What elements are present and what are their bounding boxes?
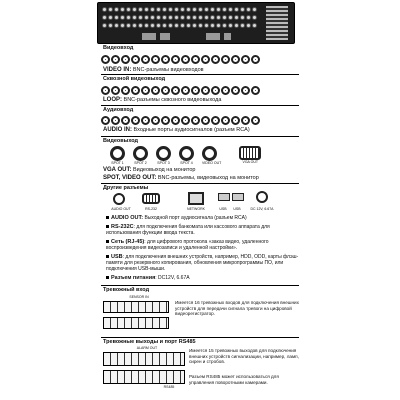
rear-panel-connector — [210, 7, 215, 12]
audio-in-heading: Аудиовход — [103, 107, 134, 113]
audio-out-connector — [113, 193, 125, 205]
bnc-connector — [121, 86, 130, 95]
bnc-connector — [211, 55, 220, 64]
rear-panel-port — [160, 33, 170, 40]
rear-panel-connector — [192, 7, 197, 12]
alarm-in-terminal-row-1 — [103, 301, 169, 313]
other-connector-list — [106, 215, 301, 281]
rear-panel-connector — [102, 7, 107, 12]
loop-heading: Сквозной видеовыход — [103, 76, 166, 82]
rear-panel-connector — [216, 7, 221, 12]
rear-panel-port — [206, 33, 220, 40]
rear-panel-connector — [108, 15, 113, 20]
rca-connector — [161, 116, 170, 125]
usb-connector — [218, 193, 230, 201]
vga-out-caption: VGA OUT — [242, 160, 259, 164]
rear-panel-connector — [150, 7, 155, 12]
power-caption: DC 12V, 6.67A — [250, 207, 274, 211]
spot-1-connector — [110, 146, 125, 161]
rear-panel-connector — [222, 7, 227, 12]
rear-panel-connector — [210, 23, 215, 28]
bnc-connector — [241, 55, 250, 64]
bnc-connector — [201, 86, 210, 95]
rca-connector — [241, 116, 250, 125]
list-item: Разъем питания: DC12V, 6.67A — [106, 275, 301, 281]
alarm-in-terminal-row-2 — [103, 317, 169, 329]
rear-panel-connector — [126, 7, 131, 12]
bnc-connector — [231, 55, 240, 64]
rear-panel-connector — [120, 23, 125, 28]
rear-panel-connector — [234, 23, 239, 28]
rca-connector — [231, 116, 240, 125]
bnc-connector — [181, 55, 190, 64]
rear-panel-connector — [168, 23, 173, 28]
loop-text: BNC-разъемы сквозного видеовыхода — [123, 97, 222, 103]
rear-panel-bnc-row-2 — [102, 15, 257, 21]
rear-panel-connector — [144, 23, 149, 28]
divider — [101, 337, 299, 338]
audio-in-connectors — [101, 116, 260, 125]
audio-out-caption: AUDIO OUT — [111, 207, 131, 211]
spot-4-connector — [179, 146, 194, 161]
rear-panel-bnc-row-3 — [102, 23, 257, 29]
rear-panel-connector — [138, 15, 143, 20]
loop-label: LOOP: — [103, 97, 122, 103]
rear-panel-connector — [114, 23, 119, 28]
loop-connectors — [101, 86, 260, 95]
alarm-in-terminal-image — [101, 295, 171, 335]
bnc-connector — [191, 55, 200, 64]
bnc-connector — [191, 86, 200, 95]
alarm-in-description: Имеется 16 тревожных входов для подключения внешних устройств для передачи сигнала тревоги на цифровой видеорегистратор. — [175, 300, 299, 317]
rear-panel-image — [97, 2, 295, 44]
bnc-connector — [171, 86, 180, 95]
rear-panel-connector — [240, 23, 245, 28]
bnc-connector — [251, 55, 260, 64]
alarm-out-terminal-image — [101, 346, 185, 398]
rca-connector — [221, 116, 230, 125]
divider — [101, 136, 299, 137]
alarm-out-heading: Тревожные выходы и порт RS485 — [103, 339, 196, 345]
spot-1-caption: SPOT 1 — [111, 161, 124, 165]
bnc-connector — [251, 86, 260, 95]
alarm-in-sub: SENSOR IN — [129, 295, 149, 299]
divider — [101, 74, 299, 75]
other-connectors — [110, 193, 300, 217]
bnc-connector — [121, 55, 130, 64]
bnc-connector — [231, 86, 240, 95]
bnc-connector — [171, 55, 180, 64]
alarm-out-sub: ALARM OUT — [136, 346, 158, 350]
vga-out-description — [103, 167, 195, 174]
rca-connector — [141, 116, 150, 125]
list-item: RS-232C: для подключения банкомата или кассового аппарата для использования функции ввода текста. — [106, 224, 270, 236]
bnc-connector — [111, 55, 120, 64]
rear-panel-connector — [180, 23, 185, 28]
rear-panel-connector — [234, 7, 239, 12]
bnc-connector — [101, 86, 110, 95]
spot-out-text: BNC-разъемы, видеовыход на монитор — [157, 175, 259, 181]
rca-connector — [101, 116, 110, 125]
video-out-connectors — [110, 146, 261, 165]
bnc-connector — [101, 55, 110, 64]
rear-panel-connector — [144, 15, 149, 20]
spot-2-caption: SPOT 2 — [134, 161, 147, 165]
bnc-connector — [161, 55, 170, 64]
rca-connector — [111, 116, 120, 125]
list-item: AUDIO OUT: Выходной порт аудиосигнала (разъем RCA) — [106, 215, 301, 221]
rear-panel-connector — [192, 15, 197, 20]
rear-panel-connector — [252, 23, 257, 28]
rear-panel-connector — [186, 23, 191, 28]
audio-in-description — [103, 127, 250, 134]
rca-connector — [251, 116, 260, 125]
rear-panel-connector — [240, 15, 245, 20]
rear-panel-connector — [252, 15, 257, 20]
rs232-connector — [142, 193, 160, 204]
divider — [101, 285, 299, 286]
video-out-connector — [202, 146, 217, 161]
rear-panel-connector — [186, 7, 191, 12]
vga-out-text: Видеовыход на монитор — [132, 167, 196, 173]
bnc-connector — [141, 86, 150, 95]
rear-panel-connector — [186, 15, 191, 20]
rear-panel-connector — [162, 23, 167, 28]
spot-3-caption: SPOT 3 — [157, 161, 170, 165]
rear-panel-connector — [204, 7, 209, 12]
rear-panel-connector — [156, 23, 161, 28]
rca-connector — [211, 116, 220, 125]
rear-panel-connector — [192, 23, 197, 28]
video-out-heading: Видеовыход — [103, 138, 139, 144]
rca-connector — [191, 116, 200, 125]
rear-panel-connector — [126, 23, 131, 28]
bnc-connector — [211, 86, 220, 95]
rear-panel-connector — [228, 7, 233, 12]
usb-connector — [232, 193, 244, 201]
spot-3-connector — [156, 146, 171, 161]
rear-panel-connector — [252, 7, 257, 12]
rear-panel-connector — [246, 15, 251, 20]
video-out-caption: VIDEO OUT — [202, 161, 222, 165]
bnc-connector — [151, 86, 160, 95]
usb-caption-1: USB — [219, 207, 227, 211]
rear-panel-connector — [174, 15, 179, 20]
rear-panel-connector — [210, 15, 215, 20]
divider — [101, 183, 299, 184]
rear-panel-connector — [108, 23, 113, 28]
spot-2-connector — [133, 146, 148, 161]
spot-out-description — [103, 175, 259, 182]
alarm-out-terminal-row-2 — [103, 370, 185, 384]
rca-connector — [121, 116, 130, 125]
rca-connector — [181, 116, 190, 125]
rear-panel-terminal-block — [266, 6, 288, 40]
bnc-connector — [221, 55, 230, 64]
rear-panel-connector — [168, 15, 173, 20]
other-heading: Другие разъемы — [103, 185, 149, 191]
rear-panel-connector — [150, 23, 155, 28]
rear-panel-port — [224, 33, 231, 40]
spot-out-label: SPOT, VIDEO OUT: — [103, 175, 157, 181]
alarm-in-heading: Тревожный вход — [103, 287, 150, 293]
rear-panel-connector — [156, 7, 161, 12]
rear-panel-connector — [102, 15, 107, 20]
rca-connector — [151, 116, 160, 125]
rear-panel-connector — [108, 7, 113, 12]
loop-description — [103, 97, 221, 104]
rear-panel-bnc-row-1 — [102, 7, 257, 13]
rear-panel-connector — [204, 23, 209, 28]
rear-panel-connector — [114, 15, 119, 20]
rear-panel-connector — [198, 23, 203, 28]
rear-panel-connector — [132, 23, 137, 28]
rear-panel-connector — [174, 23, 179, 28]
bnc-connector — [161, 86, 170, 95]
rear-panel-connector — [102, 23, 107, 28]
list-item: USB: для подключения внешних устройств, например, HDD, ODD, карты флэш-памяти для резервного копирования, обновления микропрограммы ПО, или подключения USB-мыши. — [106, 254, 299, 272]
rs485-sub: RS485 — [163, 385, 175, 389]
bnc-connector — [201, 55, 210, 64]
rear-panel-connector — [132, 7, 137, 12]
vga-out-label: VGA OUT: — [103, 167, 132, 173]
audio-in-text: Входные порты аудиосигналов (разъем RCA) — [133, 127, 250, 133]
video-in-text: BNC-разъемы видеовходов — [132, 67, 204, 73]
rear-panel-connector — [138, 23, 143, 28]
bnc-connector — [131, 55, 140, 64]
vga-out-connector — [239, 146, 261, 160]
rear-panel-connector — [216, 15, 221, 20]
usb-caption-2: USB — [233, 207, 241, 211]
rear-panel-connector — [222, 15, 227, 20]
rear-panel-port — [142, 33, 156, 40]
bnc-connector — [141, 55, 150, 64]
rear-panel-connector — [174, 7, 179, 12]
rear-panel-connector — [180, 7, 185, 12]
spot-4-caption: SPOT 4 — [180, 161, 193, 165]
rear-panel-connector — [138, 7, 143, 12]
alarm-out-description-1: Имеется 15 тревожных выходов для подключения внешних устройств сигнализации, например, ламп, сирен и стробов. — [189, 348, 299, 365]
rca-connector — [171, 116, 180, 125]
network-caption: NETWORK — [187, 207, 205, 211]
rear-panel-connector — [198, 15, 203, 20]
bnc-connector — [241, 86, 250, 95]
rear-panel-connector — [204, 15, 209, 20]
rear-panel-connector — [228, 15, 233, 20]
network-connector — [188, 192, 204, 205]
rear-panel-connector — [120, 15, 125, 20]
video-in-connectors — [101, 55, 260, 64]
list-item: Сеть (RJ-45): для цифрового протокола «заказ видео, удаленного воспроизведения видеозаписи и удаленной настройки». — [106, 239, 269, 251]
rca-connector — [201, 116, 210, 125]
bnc-connector — [221, 86, 230, 95]
bnc-connector — [151, 55, 160, 64]
rs232-caption: RS-232 — [145, 207, 157, 211]
alarm-out-terminal-row-1 — [103, 352, 185, 366]
divider — [101, 105, 299, 106]
rear-panel-connector — [216, 23, 221, 28]
video-in-label: VIDEO IN: — [103, 67, 132, 73]
rear-panel-connector — [240, 7, 245, 12]
rear-panel-connector — [234, 15, 239, 20]
video-in-heading: Видеовход — [103, 45, 134, 51]
bnc-connector — [111, 86, 120, 95]
rear-panel-connector — [222, 23, 227, 28]
rear-panel-connector — [144, 7, 149, 12]
rca-connector — [131, 116, 140, 125]
rear-panel-connector — [180, 15, 185, 20]
rear-panel-connector — [132, 15, 137, 20]
rear-panel-connector — [162, 15, 167, 20]
rear-panel-connector — [246, 23, 251, 28]
rear-panel-connector — [120, 7, 125, 12]
rear-panel-connector — [156, 15, 161, 20]
power-connector — [256, 191, 268, 203]
alarm-out-description-2: Разъем RS485 может использоваться для управления поворотными камерами. — [189, 374, 279, 385]
rear-panel-connector — [114, 7, 119, 12]
rear-panel-connector — [126, 15, 131, 20]
bnc-connector — [131, 86, 140, 95]
bnc-connector — [181, 86, 190, 95]
rear-panel-connector — [150, 15, 155, 20]
rear-panel-connector — [198, 7, 203, 12]
rear-panel-connector — [162, 7, 167, 12]
rear-panel-connector — [246, 7, 251, 12]
rear-panel-connector — [228, 23, 233, 28]
rear-panel-connector — [168, 7, 173, 12]
audio-in-label: AUDIO IN: — [103, 127, 132, 133]
video-in-description — [103, 67, 204, 74]
